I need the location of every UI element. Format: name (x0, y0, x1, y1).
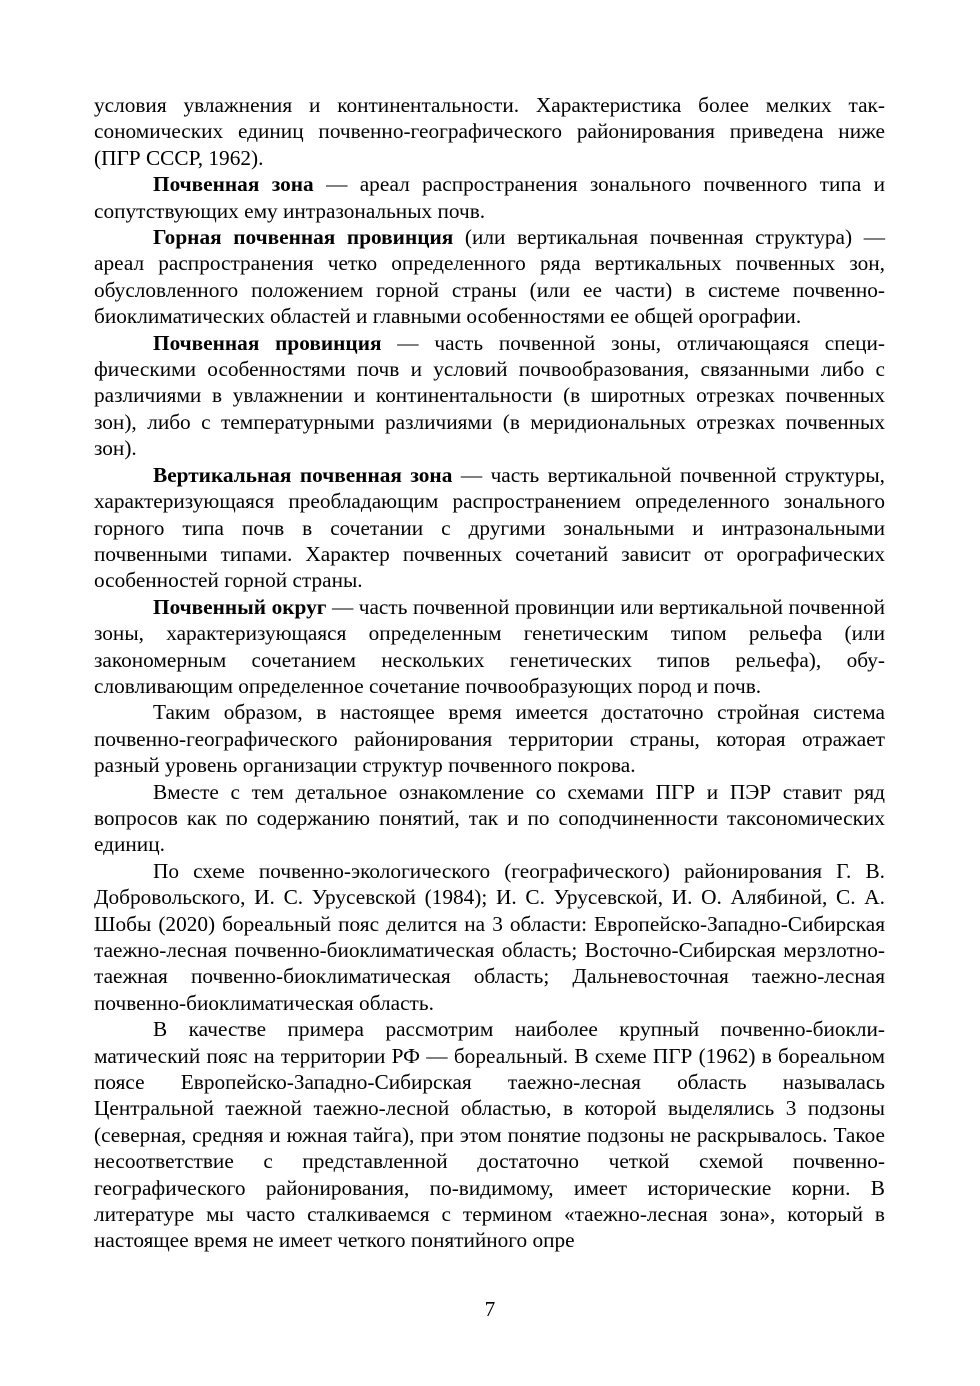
paragraph (94, 224, 885, 330)
paragraph (94, 462, 885, 594)
paragraph-text: Вместе с тем детальное ознакомление со схемами ПГР и ПЭР ставит ряд вопросов как по содержанию понятий, так и по соподчиненности таксономических единиц. (94, 779, 885, 857)
paragraph-text: Таким образом, в настоящее время имеется достаточно стройная система почвенно-географического районирования территории страны, которая отражает разный уровень организации структур почвенного покрова. (94, 700, 885, 778)
paragraph-text: — часть вертикальной почвенной структуры, характеризующаяся преобладающим распространением определенного зонального горного типа почв в сочетании с другими зональными и интразональными почвенными типами. Характер почвенных сочетаний зависит от орографических особенностей горной страны. (94, 462, 885, 593)
paragraph (94, 779, 885, 858)
paragraph (94, 594, 885, 700)
paragraph-text: По схеме почвенно-экологического (географического) районирования Г. В. Добровольского, И. С. Урусевской (1984); И. С. Урусевской, И. О. Алябиной, С. А. Шобы (2020) бореальный пояс делится на 3 области: Европейско-Западно-Сибирская таежно-лесная почвенно-биоклиматическая область; Восточно-Сибирская мерзлотно-таежная почвенно-биоклиматическая область; Дальневосточная таежно-лесная почвенно-биоклиматическая область. (94, 858, 885, 1015)
paragraph-text: В качестве примера рассмотрим наиболее крупный почвенно-биоклиматический пояс на территории РФ — бореальный. В схеме ПГР (1962) в бореальном поясе Европейско-Западно-Сибирская таежно-лесная область называлась Центральной таежной таежно-лесной областью, в которой выделялись 3 подзоны (северная, средняя и южная тайга), при этом понятие подзоны не раскрывалось. Такое несоответствие с представленной достаточно четкой схемой почвенно-географического районирования, по-видимому, имеет исторические корни. В литературе мы часто сталкиваемся с термином «таежно-лесная зона», который в настоящее время не имеет четкого понятийного опре (94, 1017, 885, 1253)
page-number: 7 (484, 1297, 496, 1321)
paragraph (94, 171, 885, 224)
term-heading: Почвенный округ (153, 594, 327, 619)
paragraph-text: — часть почвенной зоны, отличающаяся специфическими особенностями почв и условий почвообразования, связанными либо с различиями в увлажнении и континентальности (в широтных отрезках почвенных зон), либо с температурными различиями (в меридиональных отрезках почвенных зон). (94, 330, 885, 461)
term-heading: Вертикальная почвенная зона (153, 462, 453, 487)
paragraph-text: — часть почвенной провинции или вертикальной почвенной зоны, характеризующаяся определенным генетическим типом рельефа (или закономерным сочетанием нескольких генетических типов рельефа), обусловливающим определенное сочетание почвообразующих пород и почв. (94, 594, 885, 698)
paragraph-text: — ареал распространения зонального почвенного типа и сопутствующих ему интразональных почв. (94, 172, 885, 223)
term-heading: Почвенная провинция (153, 330, 382, 355)
paragraph (94, 92, 885, 171)
paragraph (94, 699, 885, 778)
paragraph (94, 330, 885, 462)
paragraph-text: (или вертикальная почвенная структура) — ареал распространения четко определенного ряда вертикальных почвенных зон, обусловленного положением горной страны (или ее части) в системе почвенно-биоклиматических областей и главными особенностями ее общей орографии. (94, 225, 885, 329)
term-heading: Горная почвенная провинция (153, 225, 454, 250)
paragraph (94, 1016, 885, 1254)
paragraph-text: условия увлажнения и континентальности. Характеристика более мелких таксономических единиц почвенно-географического районирования приведена ниже (ПГР СССР, 1962). (94, 93, 885, 170)
term-heading: Почвенная зона (153, 172, 314, 197)
paragraph (94, 858, 885, 1016)
page-body (94, 92, 885, 1254)
